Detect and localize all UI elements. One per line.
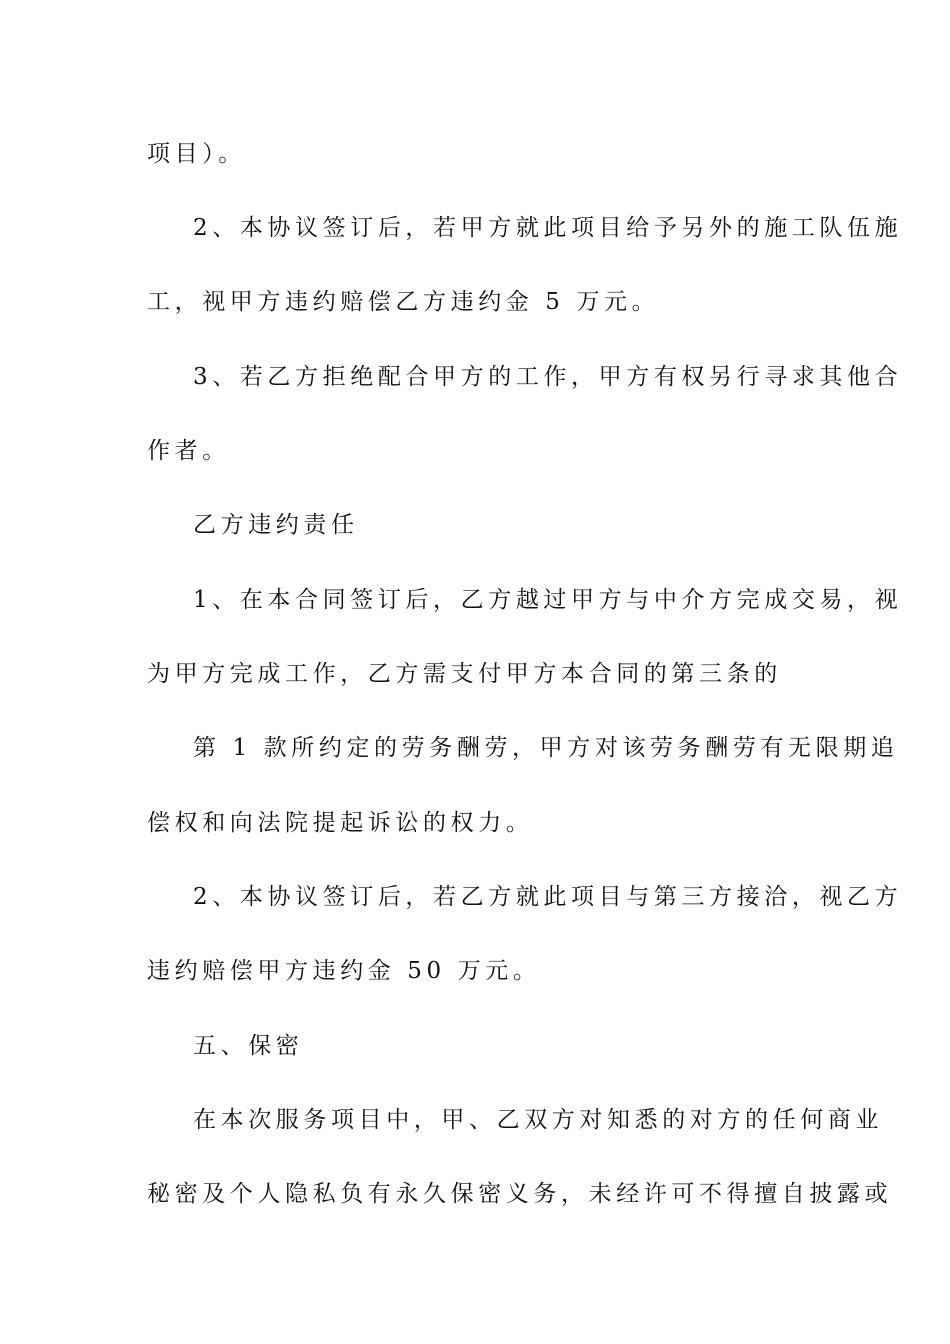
text-line: 为甲方完成工作，乙方需支付甲方本合同的第三条的 <box>147 661 782 687</box>
text-line: 作者。 <box>147 438 230 464</box>
text-line: 秘密及个人隐私负有永久保密义务，未经许可不得擅自披露或 <box>147 1181 893 1207</box>
text-line: 第 1 款所约定的劳务酬劳，甲方对该劳务酬劳有无限期追 <box>193 735 899 761</box>
text-line: 项目）。 <box>147 141 246 167</box>
section-heading: 乙方违约责任 <box>193 512 359 538</box>
text-line: 1、在本合同签订后，乙方越过甲方与中介方完成交易，视 <box>193 587 903 613</box>
text-line: 2、本协议签订后，若甲方就此项目给予另外的施工队伍施 <box>193 215 903 241</box>
text-line: 3、若乙方拒绝配合甲方的工作，甲方有权另行寻求其他合 <box>193 364 903 390</box>
text-line: 偿权和向法院提起诉讼的权力。 <box>147 810 534 836</box>
text-line: 2、本协议签订后，若乙方就此项目与第三方接洽，视乙方 <box>193 884 903 910</box>
section-heading: 五、保密 <box>193 1033 304 1059</box>
text-line: 在本次服务项目中，甲、乙双方对知悉的对方的任何商业 <box>193 1107 883 1133</box>
text-line: 工，视甲方违约赔偿乙方违约金 5 万元。 <box>147 289 660 315</box>
text-line: 违约赔偿甲方违约金 50 万元。 <box>147 958 541 984</box>
